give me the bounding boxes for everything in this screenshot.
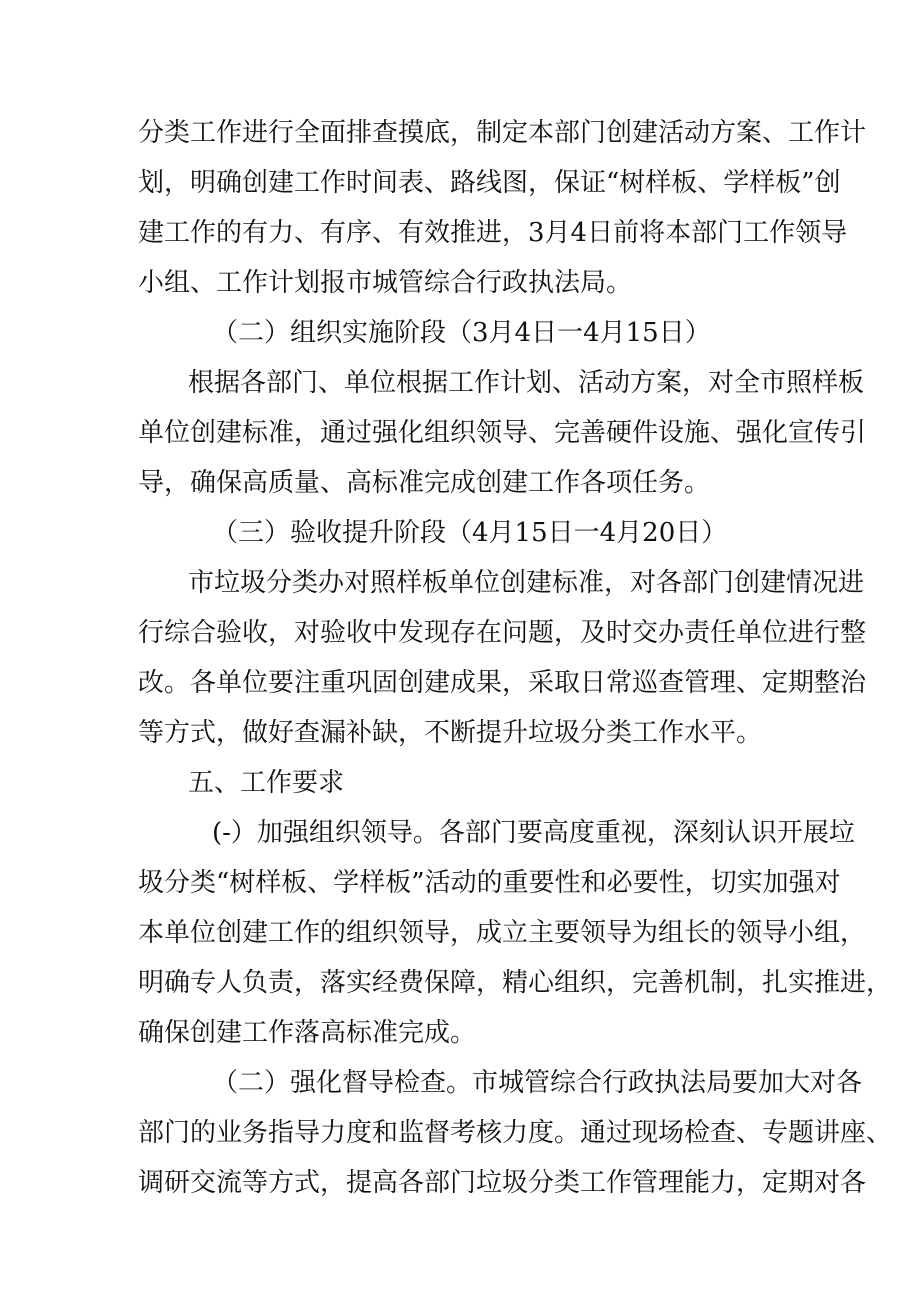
body-text-line: 等方式，做好查漏补缺，不断提升垃圾分类工作水平。 [138, 718, 763, 748]
body-text-line: 单位创建标准，通过强化组织领导、完善硬件设施、强化宣传引 [138, 418, 867, 448]
body-text-line: 分类工作进行全面排查摸底，制定本部门创建活动方案、工作计 [138, 118, 867, 148]
body-text-line: 确保创建工作落高标准完成。 [138, 1018, 477, 1048]
body-text-line: 导，确保高质量、高标准完成创建工作各项任务。 [138, 468, 711, 498]
body-text-line: 根据各部门、单位根据工作计划、活动方案，对全市照样板 [188, 368, 865, 398]
body-text-line: 调研交流等方式，提高各部门垃圾分类工作管理能力，定期对各 [138, 1168, 867, 1198]
section-heading: （三）验收提升阶段（4月15日一4月20日） [212, 518, 728, 548]
body-text-line: 建工作的有力、有序、有效推进，3月4日前将本部门工作领导 [138, 218, 848, 248]
body-text-line: 本单位创建工作的组织领导，成立主要领导为组长的领导小组， [138, 918, 867, 948]
body-text-line: 改。各单位要注重巩固创建成果，采取日常巡查管理、定期整治 [138, 668, 867, 698]
body-text-line: 圾分类“树样板、学样板”活动的重要性和必要性，切实加强对 [138, 868, 841, 898]
body-text-line: 划，明确创建工作时间表、路线图，保证“树样板、学样板”创 [138, 168, 841, 198]
section-heading: （二）组织实施阶段（3月4日一4月15日） [212, 318, 711, 348]
body-text-line: （二）强化督导检查。市城管综合行政执法局要加大对各 [212, 1068, 863, 1098]
body-text-line: 市垃圾分类办对照样板单位创建标准，对各部门创建情况进 [188, 568, 865, 598]
body-text-line: 明确专人负责，落实经费保障，精心组织，完善机制，扎实推进， [138, 968, 893, 998]
body-text-line: 小组、工作计划报市城管综合行政执法局。 [138, 268, 633, 298]
body-text-line: 部门的业务指导力度和监督考核力度。通过现场检查、专题讲座、 [138, 1118, 893, 1148]
chapter-heading: 五、工作要求 [188, 768, 345, 798]
body-text-line: 行综合验收，对验收中发现存在问题，及时交办责任单位进行整 [138, 618, 867, 648]
body-text-line: (-）加强组织领导。各部门要高度重视，深刻认识开展垃 [212, 818, 855, 848]
